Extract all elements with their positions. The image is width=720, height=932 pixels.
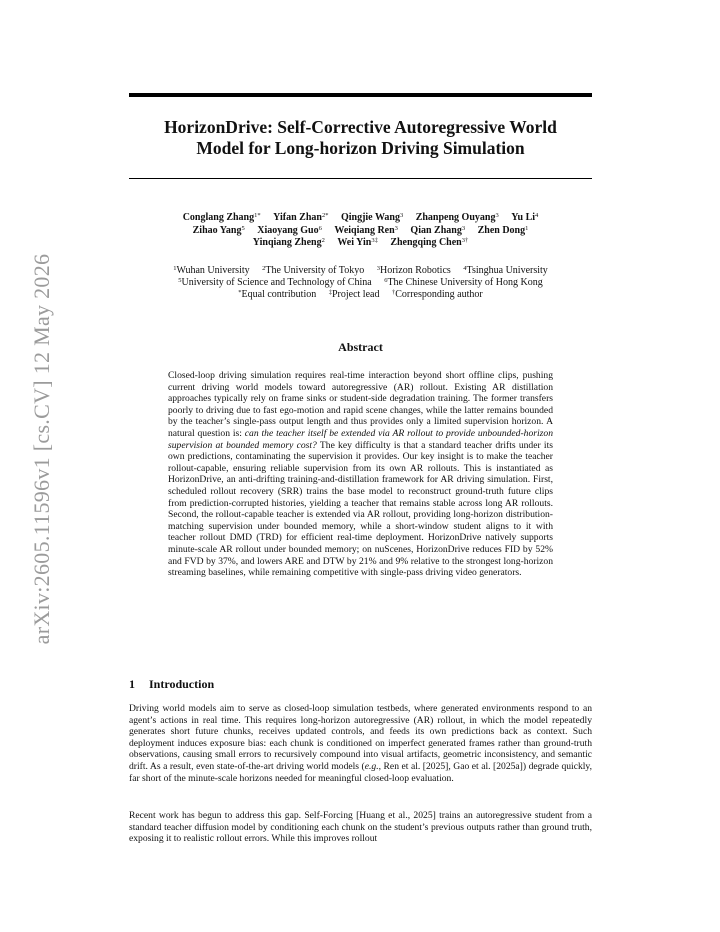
author: Qingjie Wang$^3$	[340, 212, 404, 223]
affiliation: $^4$Tsinghua University	[463, 265, 548, 276]
affiliation: $^2$The University of Tokyo	[262, 265, 365, 276]
author: Zihao Yang$^5$	[192, 224, 245, 236]
affiliation-list	[100, 265, 621, 302]
research-question: can the teacher itself be extended via AR rollout to provide unbounded-horizon supervision at bounded memory cost?	[168, 427, 553, 451]
author: Yu Li$^4$	[511, 212, 539, 223]
author: Weiqiang Ren$^3$	[334, 224, 398, 236]
affiliation-line-2	[100, 277, 621, 289]
author-list	[129, 212, 592, 250]
title-bottom-rule	[129, 178, 592, 179]
author: Yifan Zhan$^{2*}$	[273, 212, 329, 223]
note: *Equal contribution	[238, 289, 317, 301]
paper-title	[129, 117, 592, 159]
author: Zhen Dong$^1$	[477, 224, 529, 236]
author: Yinqiang Zheng$^2$	[252, 237, 325, 248]
section-heading-introduction: 1 Introduction	[129, 677, 215, 691]
author: Zhanpeng Ouyang$^3$	[415, 212, 499, 223]
affiliation-line-1	[100, 265, 621, 277]
author-line-2	[129, 225, 592, 238]
author: Zhengqing Chen$^{3\dagger}$	[390, 237, 469, 248]
contribution-notes	[100, 289, 621, 301]
abstract-heading: Abstract	[338, 340, 383, 354]
note: †Corresponding author	[391, 289, 483, 301]
note: ‡Project lead	[328, 289, 380, 301]
title-line-2: Model for Long-horizon Driving Simulation	[196, 138, 525, 158]
author-line-3	[129, 237, 592, 250]
author: Xiaoyang Guo$^6$	[257, 224, 322, 236]
affiliation: $^3$Horizon Robotics	[376, 265, 451, 276]
arxiv-identifier: arXiv:2605.11596v1 [cs.CV] 12 May 2026	[29, 253, 54, 645]
affiliation: $^6$The Chinese University of Hong Kong	[384, 277, 543, 289]
author: Wei Yin$^{3\ddagger}$	[337, 237, 378, 248]
author: Qian Zhang$^3$	[410, 224, 466, 236]
affiliation: $^5$University of Science and Technology of China	[178, 277, 372, 289]
intro-paragraph-2: Recent work has begun to address this gap. Self-Forcing [Huang et al., 2025] trains an autoregressive student from a standard teacher diffusion model by conditioning each chunk on the student’s previous outputs rather than ground truth, exposing it to realistic rollout errors. While this improves rollout	[129, 810, 592, 845]
intro-paragraph-1: Driving world models aim to serve as closed-loop simulation testbeds, where generated environments respond to an agent’s actions in real time. This requires long-horizon autoregressive (AR) rollout, in which the model repeatedly generates short future chunks, receives updated controls, and feeds its own predictions back as context. Such deployment induces exposure bias: each chunk is conditioned on imperfect generated frames rather than ground-truth observations, causing small errors to recursively compound into visual artifacts, geometric inconsistency, and semantic drift. As a result, even state-of-the-art driving world models (e.g., Ren et al. [2025], Gao et al. [2025a]) degrade quickly, far short of the minute-scale horizons needed for meaningful closed-loop evaluation.	[129, 703, 593, 784]
abstract-body: Closed-loop driving simulation requires real-time interaction beyond short offline clips, pushing current driving world models toward autoregressive (AR) rollout. Existing AR distillation approaches typically rely on frame sinks or student-side degradation training. The former transfers poorly to driving due to fast ego-motion and rapid scene changes, while the latter remains bounded by the teacher’s single-pass output length and thus provides only a limited supervision horizon. A natural question is: can the teacher itself be extended via AR rollout to provide unbounded-horizon supervision at bounded memory cost? The key difficulty is that a standard teacher drifts under its own predictions, contaminating the supervision it provides. Our key insight is to make the teacher rollout-capable, ensuring reliable supervision from its own AR rollouts. This is instantiated as HorizonDrive, an anti-drifting training-and-distillation framework for AR driving simulation. First, scheduled rollout recovery (SRR) trains the base model to reconstruct ground-truth future clips from prediction-corrupted histories, yielding a teacher that remains stable across long AR rollouts. Second, the rollout-capable teacher is extended via AR rollout, providing long-horizon distribution-matching supervision under bounded memory, while a short-window student aligns to it with teacher rollout DMD (TRD) for efficient real-time deployment. HorizonDrive natively supports minute-scale AR rollout under bounded memory; on nuScenes, HorizonDrive reduces FID by 52% and FVD by 37%, and lowers ARE and DTW by 21% and 9% relative to the strongest long-horizon streaming baselines, while remaining competitive with single-pass driving video generators.	[168, 370, 553, 579]
affiliation: $^1$Wuhan University	[173, 265, 250, 276]
title-top-rule	[129, 93, 592, 97]
author-line-1	[129, 212, 592, 225]
author: Conglang Zhang$^{1*}$	[182, 212, 261, 223]
title-line-1: HorizonDrive: Self-Corrective Autoregressive World	[164, 117, 557, 137]
